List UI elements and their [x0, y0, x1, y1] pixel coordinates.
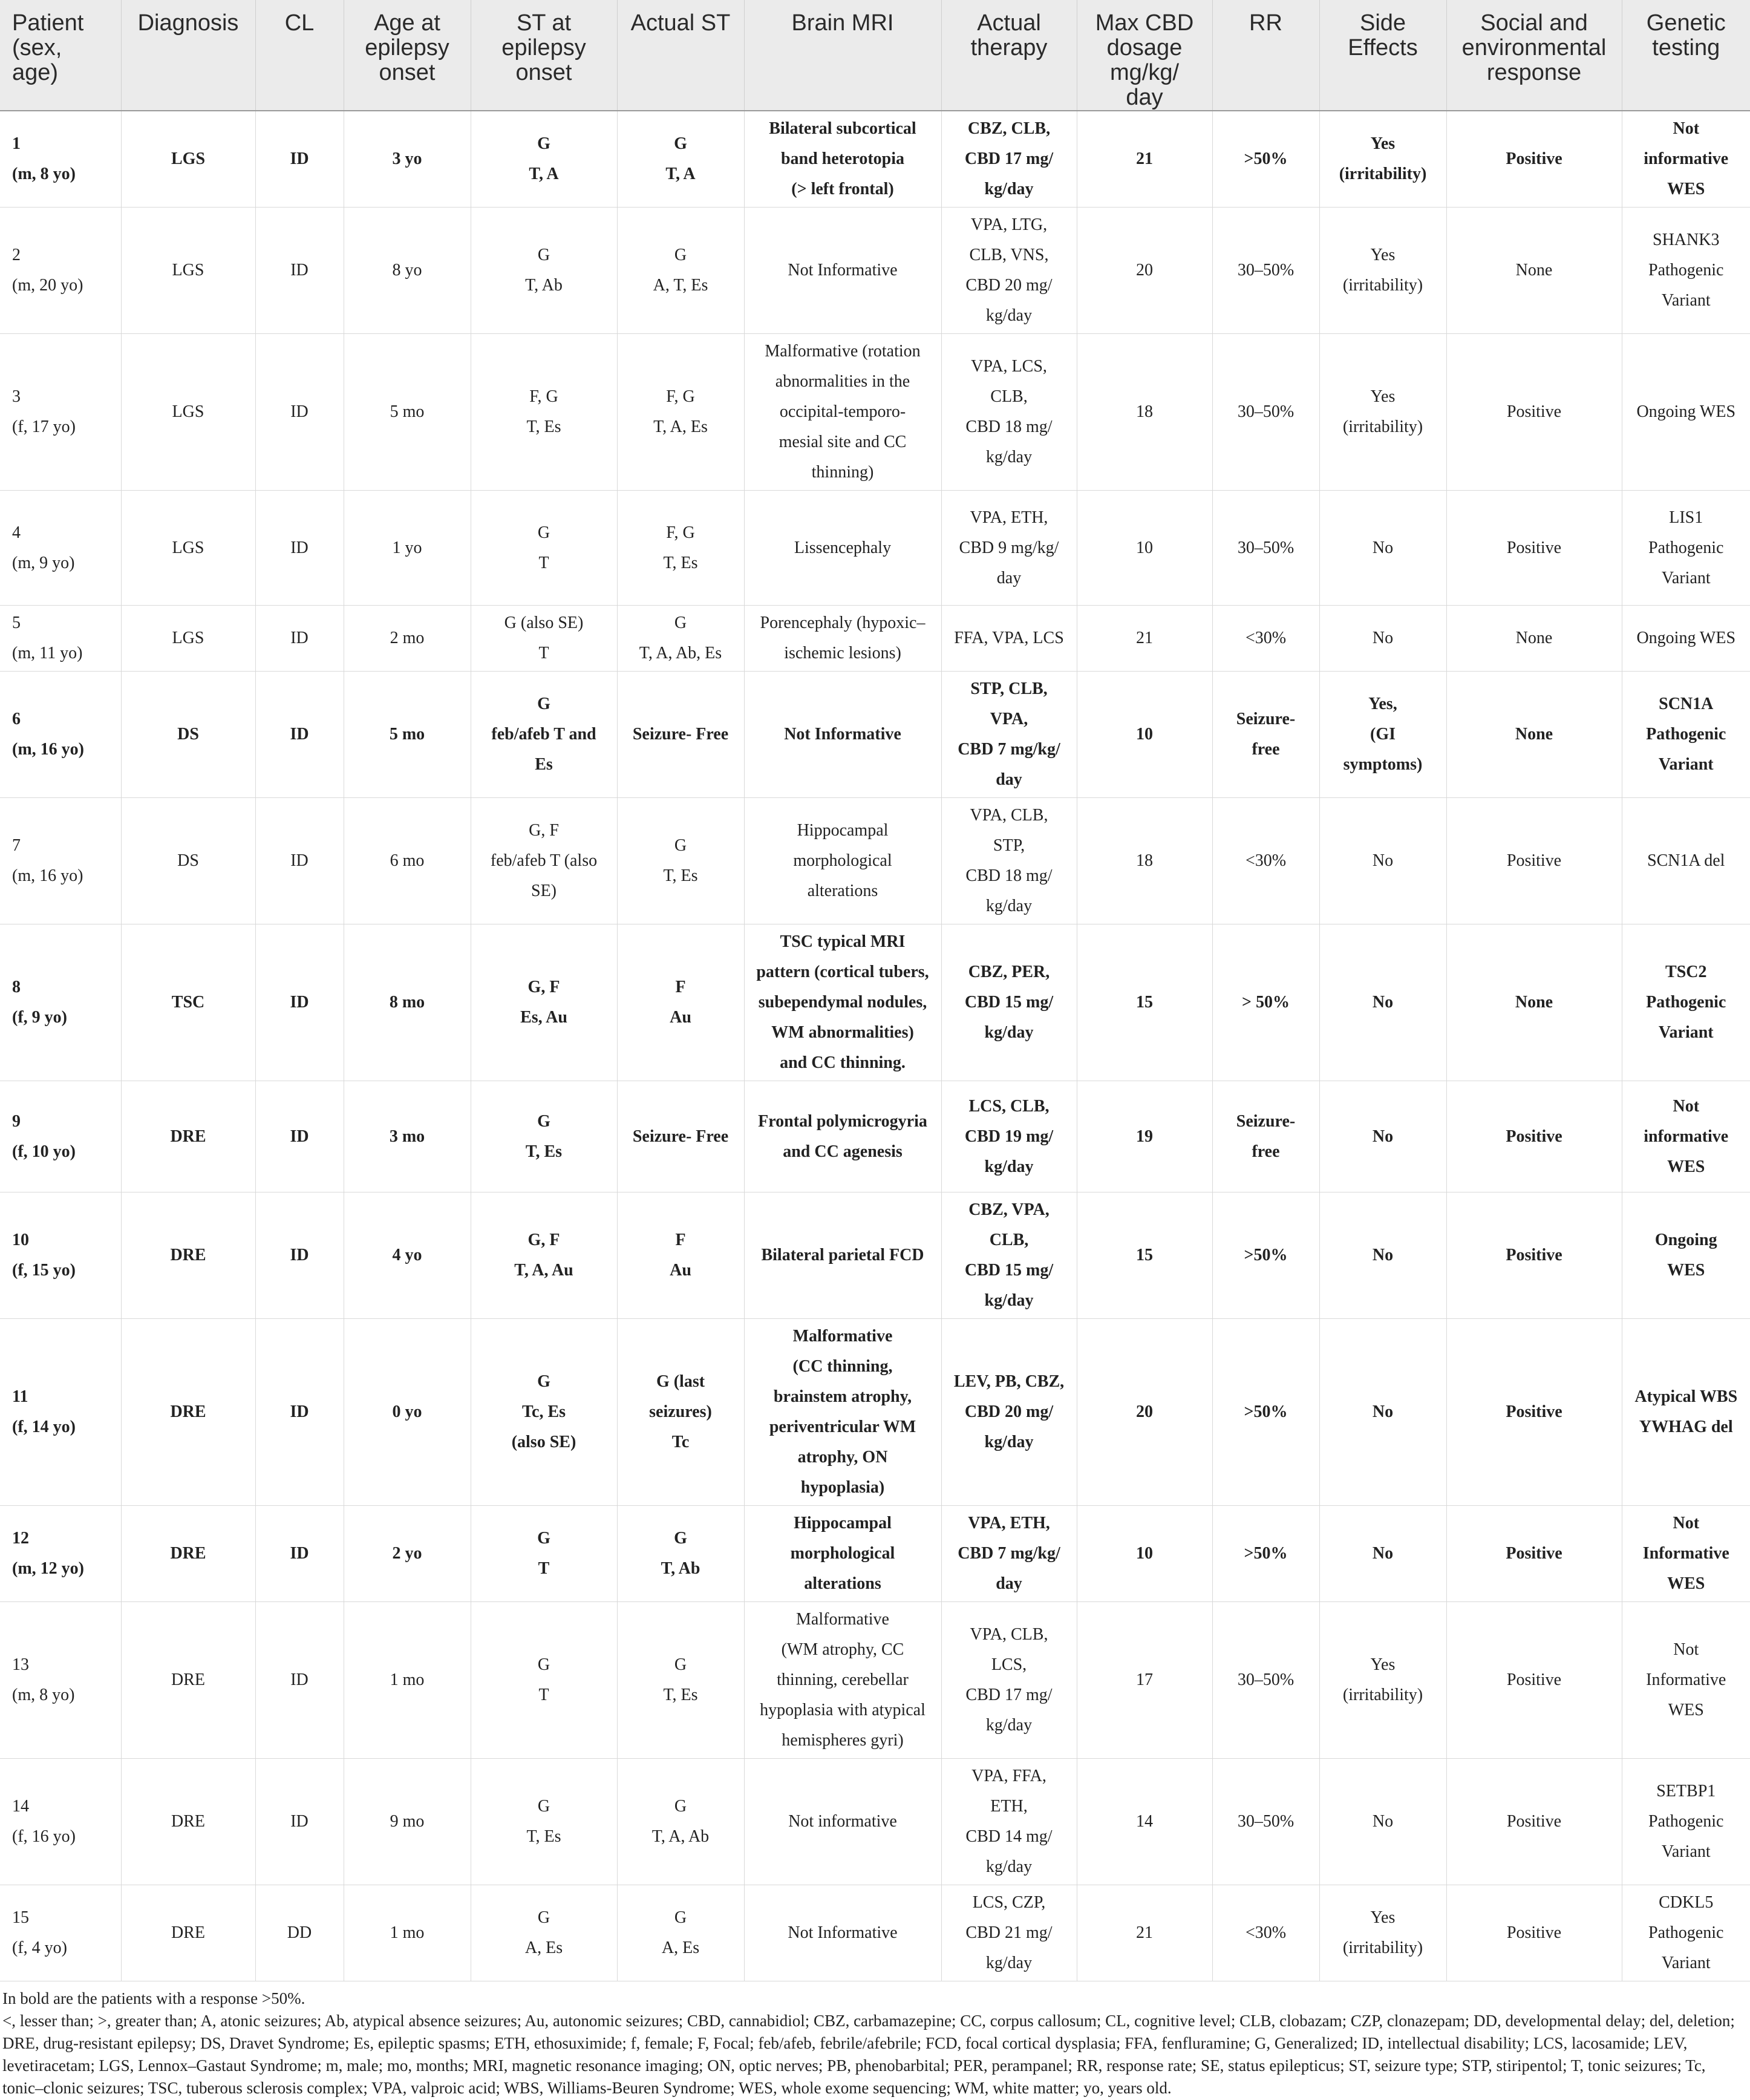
cell-genetic-testing: Not Informative WES	[1622, 1506, 1750, 1602]
cell-brain-mri: Frontal polymicrogyria and CC agenesis	[744, 1081, 941, 1192]
cell-cl: ID	[255, 334, 344, 491]
column-header-max-cbd-dosage: Max CBD dosage mg/kg/ day	[1077, 0, 1212, 111]
cell-brain-mri: Not Informative	[744, 208, 941, 334]
cell-cl: ID	[255, 491, 344, 606]
cell-age-at-onset: 1 yo	[344, 491, 471, 606]
cell-age-at-onset: 5 mo	[344, 334, 471, 491]
table-row	[0, 1319, 1750, 1506]
cell-age-at-onset: 0 yo	[344, 1319, 471, 1506]
column-header-diagnosis: Diagnosis	[121, 0, 255, 111]
cell-side-effects: No	[1319, 1192, 1446, 1319]
cell-actual-therapy: LCS, CLB, CBD 19 mg/ kg/day	[941, 1081, 1077, 1192]
table-row	[0, 1885, 1750, 1981]
cell-genetic-testing: Ongoing WES	[1622, 1192, 1750, 1319]
cell-social-response: Positive	[1446, 491, 1622, 606]
cell-side-effects: No	[1319, 1759, 1446, 1885]
header-row	[0, 0, 1750, 111]
cell-age-at-onset: 9 mo	[344, 1759, 471, 1885]
column-header-social-response: Social and environmental response	[1446, 0, 1622, 111]
cell-actual-therapy: VPA, ETH, CBD 7 mg/kg/ day	[941, 1506, 1077, 1602]
cell-rr: >50%	[1212, 111, 1319, 208]
cell-brain-mri: Malformative (WM atrophy, CC thinning, cerebellar hypoplasia with atypical hemispheres gyri)	[744, 1602, 941, 1759]
table-row	[0, 1192, 1750, 1319]
cell-brain-mri: Bilateral parietal FCD	[744, 1192, 941, 1319]
cell-rr: Seizure- free	[1212, 672, 1319, 798]
cell-social-response: Positive	[1446, 111, 1622, 208]
cell-cl: ID	[255, 208, 344, 334]
table-footnotes	[0, 1981, 1750, 2099]
cell-max-cbd-dosage: 15	[1077, 924, 1212, 1081]
cell-actual-st: G A, T, Es	[617, 208, 744, 334]
cell-patient: 8 (f, 9 yo)	[0, 924, 121, 1081]
cell-cl: ID	[255, 1506, 344, 1602]
cell-max-cbd-dosage: 15	[1077, 1192, 1212, 1319]
table-row	[0, 798, 1750, 924]
cell-patient: 9 (f, 10 yo)	[0, 1081, 121, 1192]
cell-st-at-onset: G T	[471, 1506, 617, 1602]
cell-actual-st: G T, Es	[617, 798, 744, 924]
table-row	[0, 1759, 1750, 1885]
cell-max-cbd-dosage: 10	[1077, 672, 1212, 798]
cell-st-at-onset: G Tc, Es (also SE)	[471, 1319, 617, 1506]
cell-st-at-onset: G T, Ab	[471, 208, 617, 334]
cell-actual-st: F Au	[617, 924, 744, 1081]
cell-actual-st: Seizure- Free	[617, 672, 744, 798]
cell-genetic-testing: SETBP1 Pathogenic Variant	[1622, 1759, 1750, 1885]
cell-actual-st: F Au	[617, 1192, 744, 1319]
cell-st-at-onset: G T, Es	[471, 1759, 617, 1885]
cell-actual-therapy: CBZ, PER, CBD 15 mg/ kg/day	[941, 924, 1077, 1081]
cell-st-at-onset: G, F Es, Au	[471, 924, 617, 1081]
cell-genetic-testing: SHANK3 Pathogenic Variant	[1622, 208, 1750, 334]
cell-actual-therapy: LEV, PB, CBZ, CBD 20 mg/ kg/day	[941, 1319, 1077, 1506]
cell-rr: Seizure- free	[1212, 1081, 1319, 1192]
column-header-patient: Patient (sex, age)	[0, 0, 121, 111]
cell-genetic-testing: Not informative WES	[1622, 111, 1750, 208]
cell-patient: 14 (f, 16 yo)	[0, 1759, 121, 1885]
cell-diagnosis: DS	[121, 798, 255, 924]
cell-actual-st: F, G T, A, Es	[617, 334, 744, 491]
cell-diagnosis: DRE	[121, 1081, 255, 1192]
cell-diagnosis: LGS	[121, 208, 255, 334]
cell-st-at-onset: G T, Es	[471, 1081, 617, 1192]
cell-brain-mri: Not informative	[744, 1759, 941, 1885]
table-row	[0, 606, 1750, 672]
cell-actual-st: G T, Es	[617, 1602, 744, 1759]
cell-diagnosis: DRE	[121, 1506, 255, 1602]
abbreviations-note: <, lesser than; >, greater than; A, atonic seizures; Ab, atypical absence seizures; Au, autonomic seizures; CBD, cannabidiol; CBZ, carbamazepine; CC, corpus callosum; CL, cognitive level; CLB, clobazam; CZP, clonazepam; DD, developmental delay; del, deletion; DRE, drug-resistant epilepsy; DS, Dravet Syndrome; Es, epileptic spasms; ETH, ethosuximide; f, female; F, Focal; feb/afeb, febrile/afebrile; FCD, focal cortical dysplasia; FFA, fenfluramine; G, Generalized; ID, intellectual disability; LCS, lacosamide; LEV, levetiracetam; LGS, Lennox–Gastaut Syndrome; m, male; mo, months; MRI, magnetic resonance imaging; ON, optic nerves; PB, phenobarbital; PER, perampanel; RR, response rate; SE, status epilepticus; ST, seizure type; STP, stiripentol; T, tonic seizures; Tc, tonic–clonic seizures; TSC, tuberous sclerosis complex; VPA, valproic acid; WBS, Williams-Beuren Syndrome; WES, whole exome sequencing; WM, white matter; yo, years old.	[2, 2012, 1735, 2097]
table-row	[0, 1081, 1750, 1192]
cell-side-effects: Yes (irritability)	[1319, 334, 1446, 491]
cell-social-response: Positive	[1446, 1885, 1622, 1981]
cell-actual-st: Seizure- Free	[617, 1081, 744, 1192]
cell-diagnosis: DRE	[121, 1759, 255, 1885]
cell-social-response: Positive	[1446, 1081, 1622, 1192]
cell-actual-st: G T, A	[617, 111, 744, 208]
cell-st-at-onset: F, G T, Es	[471, 334, 617, 491]
table-body	[0, 111, 1750, 1981]
cell-rr: <30%	[1212, 798, 1319, 924]
table-header	[0, 0, 1750, 111]
cell-genetic-testing: SCN1A Pathogenic Variant	[1622, 672, 1750, 798]
cell-diagnosis: LGS	[121, 491, 255, 606]
table-row	[0, 491, 1750, 606]
cell-rr: >50%	[1212, 1319, 1319, 1506]
cell-rr: 30–50%	[1212, 1759, 1319, 1885]
cell-rr: <30%	[1212, 1885, 1319, 1981]
cell-age-at-onset: 6 mo	[344, 798, 471, 924]
cell-genetic-testing: TSC2 Pathogenic Variant	[1622, 924, 1750, 1081]
cell-patient: 4 (m, 9 yo)	[0, 491, 121, 606]
cell-patient: 5 (m, 11 yo)	[0, 606, 121, 672]
cell-diagnosis: LGS	[121, 606, 255, 672]
cell-brain-mri: Hippocampal morphological alterations	[744, 1506, 941, 1602]
cell-max-cbd-dosage: 21	[1077, 606, 1212, 672]
cell-age-at-onset: 8 mo	[344, 924, 471, 1081]
cell-patient: 11 (f, 14 yo)	[0, 1319, 121, 1506]
cell-rr: > 50%	[1212, 924, 1319, 1081]
cell-diagnosis: DRE	[121, 1602, 255, 1759]
cell-brain-mri: Malformative (rotation abnormalities in the occipital-temporo- mesial site and CC thinning)	[744, 334, 941, 491]
cell-max-cbd-dosage: 21	[1077, 1885, 1212, 1981]
table-row	[0, 1602, 1750, 1759]
cell-brain-mri: Not Informative	[744, 672, 941, 798]
table-row	[0, 672, 1750, 798]
cell-cl: ID	[255, 924, 344, 1081]
cell-max-cbd-dosage: 18	[1077, 334, 1212, 491]
cell-rr: 30–50%	[1212, 208, 1319, 334]
cell-social-response: None	[1446, 208, 1622, 334]
cell-cl: ID	[255, 1759, 344, 1885]
cell-st-at-onset: G, F feb/afeb T (also SE)	[471, 798, 617, 924]
cell-cl: ID	[255, 672, 344, 798]
cell-max-cbd-dosage: 10	[1077, 1506, 1212, 1602]
cell-actual-st: G T, Ab	[617, 1506, 744, 1602]
cell-patient: 15 (f, 4 yo)	[0, 1885, 121, 1981]
column-header-side-effects: Side Effects	[1319, 0, 1446, 111]
cell-rr: 30–50%	[1212, 1602, 1319, 1759]
cell-side-effects: No	[1319, 798, 1446, 924]
column-header-age-at-onset: Age at epilepsy onset	[344, 0, 471, 111]
cell-social-response: Positive	[1446, 1759, 1622, 1885]
cell-brain-mri: Lissencephaly	[744, 491, 941, 606]
cell-st-at-onset: G T	[471, 491, 617, 606]
cell-side-effects: Yes (irritability)	[1319, 1885, 1446, 1981]
cell-diagnosis: TSC	[121, 924, 255, 1081]
cell-st-at-onset: G feb/afeb T and Es	[471, 672, 617, 798]
column-header-genetic-testing: Genetic testing	[1622, 0, 1750, 111]
table-row	[0, 924, 1750, 1081]
cell-patient: 6 (m, 16 yo)	[0, 672, 121, 798]
cell-actual-therapy: LCS, CZP, CBD 21 mg/ kg/day	[941, 1885, 1077, 1981]
cell-social-response: Positive	[1446, 334, 1622, 491]
cell-age-at-onset: 2 mo	[344, 606, 471, 672]
cell-social-response: Positive	[1446, 1192, 1622, 1319]
column-header-brain-mri: Brain MRI	[744, 0, 941, 111]
cell-rr: <30%	[1212, 606, 1319, 672]
cell-rr: >50%	[1212, 1192, 1319, 1319]
cell-actual-therapy: VPA, FFA, ETH, CBD 14 mg/ kg/day	[941, 1759, 1077, 1885]
cell-rr: 30–50%	[1212, 491, 1319, 606]
cell-patient: 12 (m, 12 yo)	[0, 1506, 121, 1602]
column-header-cl: CL	[255, 0, 344, 111]
cell-diagnosis: DRE	[121, 1192, 255, 1319]
table-row	[0, 1506, 1750, 1602]
cell-st-at-onset: G A, Es	[471, 1885, 617, 1981]
cell-patient: 1 (m, 8 yo)	[0, 111, 121, 208]
table-row	[0, 111, 1750, 208]
cell-actual-therapy: CBZ, CLB, CBD 17 mg/ kg/day	[941, 111, 1077, 208]
column-header-actual-st: Actual ST	[617, 0, 744, 111]
cell-side-effects: Yes, (GI symptoms)	[1319, 672, 1446, 798]
cell-age-at-onset: 4 yo	[344, 1192, 471, 1319]
cell-age-at-onset: 8 yo	[344, 208, 471, 334]
cell-cl: DD	[255, 1885, 344, 1981]
cell-actual-therapy: FFA, VPA, LCS	[941, 606, 1077, 672]
cell-rr: 30–50%	[1212, 334, 1319, 491]
cell-diagnosis: LGS	[121, 334, 255, 491]
cell-actual-therapy: STP, CLB, VPA, CBD 7 mg/kg/ day	[941, 672, 1077, 798]
cell-side-effects: Yes (irritability)	[1319, 208, 1446, 334]
cell-social-response: Positive	[1446, 798, 1622, 924]
cell-age-at-onset: 3 yo	[344, 111, 471, 208]
cell-side-effects: No	[1319, 924, 1446, 1081]
cell-actual-st: G (last seizures) Tc	[617, 1319, 744, 1506]
cell-brain-mri: TSC typical MRI pattern (cortical tubers, subependymal nodules, WM abnormalities) and CC thinning.	[744, 924, 941, 1081]
cell-cl: ID	[255, 1319, 344, 1506]
column-header-rr: RR	[1212, 0, 1319, 111]
cell-max-cbd-dosage: 18	[1077, 798, 1212, 924]
cell-brain-mri: Porencephaly (hypoxic– ischemic lesions)	[744, 606, 941, 672]
cell-side-effects: No	[1319, 1081, 1446, 1192]
cell-brain-mri: Hippocampal morphological alterations	[744, 798, 941, 924]
cell-social-response: None	[1446, 924, 1622, 1081]
cell-side-effects: Yes (irritability)	[1319, 1602, 1446, 1759]
cell-side-effects: No	[1319, 1506, 1446, 1602]
cell-patient: 10 (f, 15 yo)	[0, 1192, 121, 1319]
bold-note: In bold are the patients with a response >50%.	[2, 1989, 305, 2007]
cell-age-at-onset: 5 mo	[344, 672, 471, 798]
cell-age-at-onset: 1 mo	[344, 1602, 471, 1759]
cell-side-effects: Yes (irritability)	[1319, 111, 1446, 208]
cell-social-response: None	[1446, 606, 1622, 672]
cell-max-cbd-dosage: 20	[1077, 1319, 1212, 1506]
cell-brain-mri: Not Informative	[744, 1885, 941, 1981]
cell-brain-mri: Malformative (CC thinning, brainstem atrophy, periventricular WM atrophy, ON hypoplasia)	[744, 1319, 941, 1506]
column-header-actual-therapy: Actual therapy	[941, 0, 1077, 111]
cell-cl: ID	[255, 606, 344, 672]
cell-genetic-testing: CDKL5 Pathogenic Variant	[1622, 1885, 1750, 1981]
cell-age-at-onset: 3 mo	[344, 1081, 471, 1192]
cell-max-cbd-dosage: 20	[1077, 208, 1212, 334]
cell-genetic-testing: Ongoing WES	[1622, 606, 1750, 672]
table-row	[0, 208, 1750, 334]
cell-side-effects: No	[1319, 491, 1446, 606]
cell-cl: ID	[255, 1602, 344, 1759]
cell-cl: ID	[255, 1081, 344, 1192]
cell-actual-st: G A, Es	[617, 1885, 744, 1981]
cell-patient: 3 (f, 17 yo)	[0, 334, 121, 491]
cell-actual-st: G T, A, Ab, Es	[617, 606, 744, 672]
table-row	[0, 334, 1750, 491]
cell-social-response: Positive	[1446, 1506, 1622, 1602]
cell-actual-therapy: VPA, CLB, STP, CBD 18 mg/ kg/day	[941, 798, 1077, 924]
cell-social-response: Positive	[1446, 1319, 1622, 1506]
cell-diagnosis: DS	[121, 672, 255, 798]
cell-social-response: Positive	[1446, 1602, 1622, 1759]
cell-brain-mri: Bilateral subcortical band heterotopia (> left frontal)	[744, 111, 941, 208]
cell-actual-therapy: VPA, LTG, CLB, VNS, CBD 20 mg/ kg/day	[941, 208, 1077, 334]
cell-genetic-testing: Not informative WES	[1622, 1081, 1750, 1192]
cell-actual-therapy: VPA, LCS, CLB, CBD 18 mg/ kg/day	[941, 334, 1077, 491]
cell-max-cbd-dosage: 17	[1077, 1602, 1212, 1759]
cell-side-effects: No	[1319, 606, 1446, 672]
cell-genetic-testing: Not Informative WES	[1622, 1602, 1750, 1759]
cell-age-at-onset: 1 mo	[344, 1885, 471, 1981]
cell-st-at-onset: G T, A	[471, 111, 617, 208]
cell-st-at-onset: G, F T, A, Au	[471, 1192, 617, 1319]
cell-max-cbd-dosage: 10	[1077, 491, 1212, 606]
cell-genetic-testing: Ongoing WES	[1622, 334, 1750, 491]
cell-genetic-testing: Atypical WBS YWHAG del	[1622, 1319, 1750, 1506]
cell-max-cbd-dosage: 21	[1077, 111, 1212, 208]
cell-cl: ID	[255, 1192, 344, 1319]
cell-actual-therapy: VPA, ETH, CBD 9 mg/kg/ day	[941, 491, 1077, 606]
cell-patient: 2 (m, 20 yo)	[0, 208, 121, 334]
cell-age-at-onset: 2 yo	[344, 1506, 471, 1602]
cell-diagnosis: LGS	[121, 111, 255, 208]
cell-actual-therapy: VPA, CLB, LCS, CBD 17 mg/ kg/day	[941, 1602, 1077, 1759]
column-header-st-at-onset: ST at epilepsy onset	[471, 0, 617, 111]
cell-max-cbd-dosage: 19	[1077, 1081, 1212, 1192]
cell-patient: 13 (m, 8 yo)	[0, 1602, 121, 1759]
cell-diagnosis: DRE	[121, 1319, 255, 1506]
cell-st-at-onset: G T	[471, 1602, 617, 1759]
cell-genetic-testing: LIS1 Pathogenic Variant	[1622, 491, 1750, 606]
cell-st-at-onset: G (also SE) T	[471, 606, 617, 672]
cell-cl: ID	[255, 111, 344, 208]
cell-diagnosis: DRE	[121, 1885, 255, 1981]
cell-rr: >50%	[1212, 1506, 1319, 1602]
cell-social-response: None	[1446, 672, 1622, 798]
cell-max-cbd-dosage: 14	[1077, 1759, 1212, 1885]
cell-actual-st: F, G T, Es	[617, 491, 744, 606]
cell-actual-therapy: CBZ, VPA, CLB, CBD 15 mg/ kg/day	[941, 1192, 1077, 1319]
cell-side-effects: No	[1319, 1319, 1446, 1506]
cell-genetic-testing: SCN1A del	[1622, 798, 1750, 924]
cell-patient: 7 (m, 16 yo)	[0, 798, 121, 924]
cell-cl: ID	[255, 798, 344, 924]
cell-actual-st: G T, A, Ab	[617, 1759, 744, 1885]
